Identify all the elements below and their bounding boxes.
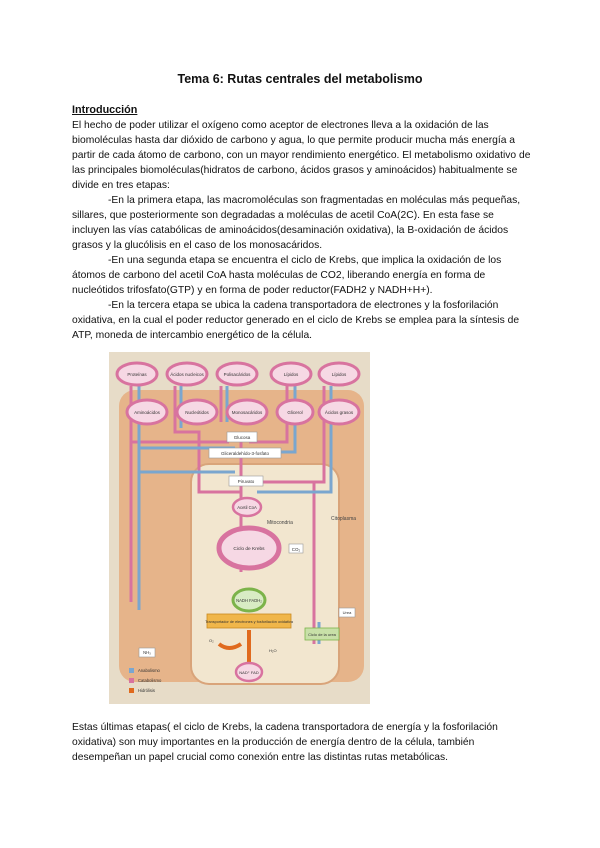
- label-lipidos-2: Lípidos: [331, 372, 347, 377]
- label-polisacaridos: Polisacáridos: [223, 372, 251, 377]
- section-heading: Introducción: [72, 104, 138, 116]
- label-transport-chain: Transportador de electrones y fosforilación oxidativa: [205, 620, 293, 624]
- label-nh3: NH₃: [143, 650, 151, 655]
- label-h2o: H₂O: [269, 648, 277, 653]
- top-row: [117, 363, 359, 385]
- legend-label-anabolismo: Anabolismo: [138, 668, 160, 673]
- label-acetil-coa: Acetil CoA: [237, 505, 257, 510]
- closing-paragraph: Estas últimas etapas( el ciclo de Krebs, la cadena transportadora de energía y la fosforilación oxidativa) son muy importantes en la producción de energía dentro de la célula, también desempeñan un papel crucial como conexión entre las distintas rutas metabólicas.: [72, 722, 498, 763]
- paragraph-stage-3: -En la tercera etapa se ubica la cadena transportadora de electrones y la fosforilación oxidativa, en la cual el poder reductor generado en el ciclo de Krebs se emplea para la síntesis de ATP, moneda de intercambio energético de la célula.: [72, 300, 520, 341]
- legend-label-catabolismo: Catabolismo: [138, 678, 162, 683]
- paragraph-intro: El hecho de poder utilizar el oxígeno como aceptor de electrones lleva a la oxidación de las biomoléculas hasta dar dióxido de carbono y agua, lo que permite producir mucha más energía a partir de cada átomo de carbono, con un mayor rendimiento energético. El metabolismo oxidativo de las principales biomoléculas(hidratos de carbono, ácidos grasos y aminoácidos) habitualmente se divide en tres etapas:: [72, 120, 531, 191]
- paragraph-stage-1: -En la primera etapa, las macromoléculas son fragmentadas en moléculas más pequeñas, sillares, que posteriormente son degradadas a moléculas de acetil CoA(2C). En esta fase se incluyen las vías catabólicas de aminoácidos(desaminación oxidativa), la B-oxidación de ácidos grasos y la glucólisis en el caso de los monosacáridos.: [72, 195, 521, 251]
- paragraph-stage-2: -En una segunda etapa se encuentra el ciclo de Krebs, que implica la oxidación de los átomos de carbono del acetil CoA hasta moléculas de CO2, liberando energía en forma de nucleótidos trifosfato(GTP) y en forma de poder reductor(FADH2 y NADH+H+).: [72, 255, 502, 296]
- label-glicerol: Glicerol: [287, 410, 303, 415]
- label-o2: O₂: [209, 638, 214, 643]
- label-nad: NAD⁺ FAD: [239, 670, 259, 675]
- label-nadh: NADH FADH₂: [236, 598, 262, 603]
- label-co2: CO₂: [291, 547, 301, 552]
- label-glucosa: Glucosa: [233, 435, 251, 440]
- label-aminoacidos: Aminoácidos: [134, 410, 160, 415]
- label-urea: Urea: [342, 610, 352, 615]
- page-title: Tema 6: Rutas centrales del metabolismo: [177, 72, 423, 86]
- label-acidos-nucleicos: Ácidos nucleicos: [170, 372, 204, 377]
- label-gliceraldehido: Gliceraldehído-3-fosfato: [220, 451, 270, 456]
- label-piruvato: Piruvato: [237, 479, 255, 484]
- second-row: [127, 400, 359, 424]
- label-ciclo-krebs: Ciclo de Krebs: [233, 547, 265, 552]
- legend-label-hidrolisis: Hidrólisis: [138, 688, 155, 693]
- label-acidos-grasos: Ácidos grasos: [324, 410, 354, 415]
- label-urea-cycle: Ciclo de la urea: [308, 632, 336, 637]
- intro-body: [72, 118, 532, 343]
- legend-swatch-anabolismo: [129, 668, 134, 673]
- legend-swatch-catabolismo: [129, 678, 134, 683]
- label-citoplasma: Citoplasma: [331, 516, 357, 522]
- label-lipidos-1: Lípidos: [283, 372, 299, 377]
- label-monosacaridos: Monosacáridos: [231, 410, 263, 415]
- mitochondria-region: [191, 464, 339, 684]
- label-proteinas: Proteínas: [127, 372, 147, 377]
- label-nucleotidos: Nucleótidos: [185, 410, 209, 415]
- label-mitocondria: Mitocondria: [267, 520, 293, 526]
- legend-swatch-hidrolisis: [129, 688, 134, 693]
- metabolism-figure: [109, 352, 370, 704]
